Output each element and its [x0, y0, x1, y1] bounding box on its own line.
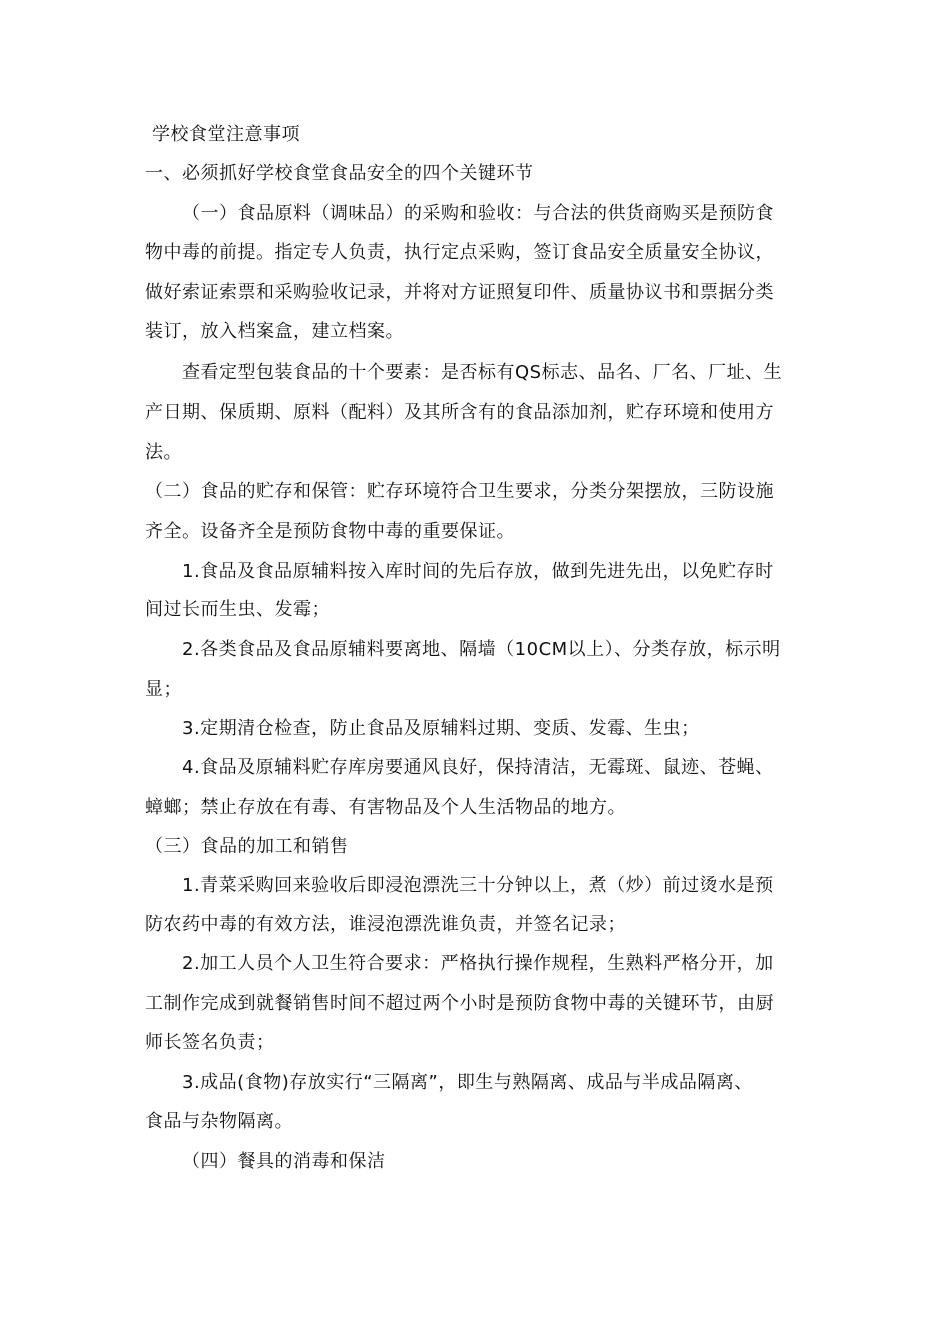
list-item: 3.成品(食物)存放实行“三隔离”，即生与熟隔离、成品与半成品隔离、	[182, 1072, 753, 1093]
paragraph-line: （一）食品原料（调味品）的采购和验收：与合法的供货商购买是预防食	[182, 203, 774, 224]
subsection-heading: （三）食品的加工和销售	[145, 836, 349, 857]
subsection-heading: （四）餐具的消毒和保洁	[182, 1151, 386, 1172]
paragraph-line: 产日期、保质期、原料（配料）及其所含有的食品添加剂，贮存环境和使用方	[145, 402, 774, 423]
section-heading-1: 一、必须抓好学校食堂食品安全的四个关键环节	[145, 163, 534, 184]
paragraph-line: 物中毒的前提。指定专人负责，执行定点采购，签订食品安全质量安全协议，	[145, 242, 774, 263]
list-item: 3.定期清仓检查，防止食品及原辅料过期、变质、发霉、生虫；	[182, 718, 700, 739]
paragraph-line: 查看定型包装食品的十个要素：是否标有QS标志、品名、厂名、厂址、生	[182, 362, 783, 383]
list-item-continuation: 食品与杂物隔离。	[145, 1111, 293, 1132]
list-item: 1.食品及食品原辅料按入库时间的先后存放，做到先进先出，以免贮存时	[182, 561, 774, 582]
paragraph-line: 装订，放入档案盒，建立档案。	[145, 321, 404, 342]
list-item-continuation: 工制作完成到就餐销售时间不超过两个小时是预防食物中毒的关键环节，由厨	[145, 993, 774, 1014]
list-item-continuation: 师长签名负责；	[145, 1032, 275, 1053]
paragraph-line: 齐全。设备齐全是预防食物中毒的重要保证。	[145, 521, 515, 542]
list-item-continuation: 显；	[145, 679, 182, 700]
list-item-continuation: 蟑螂；禁止存放在有毒、有害物品及个人生活物品的地方。	[145, 797, 626, 818]
list-item: 2.加工人员个人卫生符合要求：严格执行操作规程，生熟料严格分开，加	[182, 953, 774, 974]
list-item: 1.青菜采购回来验收后即浸泡漂洗三十分钟以上，煮（炒）前过烫水是预	[182, 875, 774, 896]
document-title: 学校食堂注意事项	[152, 124, 300, 145]
list-item-continuation: 间过长而生虫、发霉；	[145, 599, 330, 620]
list-item: 4.食品及原辅料贮存库房要通风良好，保持清洁，无霉斑、鼠迹、苍蝇、	[182, 757, 774, 778]
paragraph-line: 做好索证索票和采购验收记录，并将对方证照复印件、质量协议书和票据分类	[145, 282, 774, 303]
list-item-continuation: 防农药中毒的有效方法，谁浸泡漂洗谁负责，并签名记录；	[145, 914, 626, 935]
subsection-heading: （二）食品的贮存和保管：贮存环境符合卫生要求，分类分架摆放，三防设施	[145, 481, 774, 502]
paragraph-line: 法。	[145, 442, 182, 463]
list-item: 2.各类食品及食品原辅料要离地、隔墙（10CM以上）、分类存放，标示明	[182, 639, 781, 660]
